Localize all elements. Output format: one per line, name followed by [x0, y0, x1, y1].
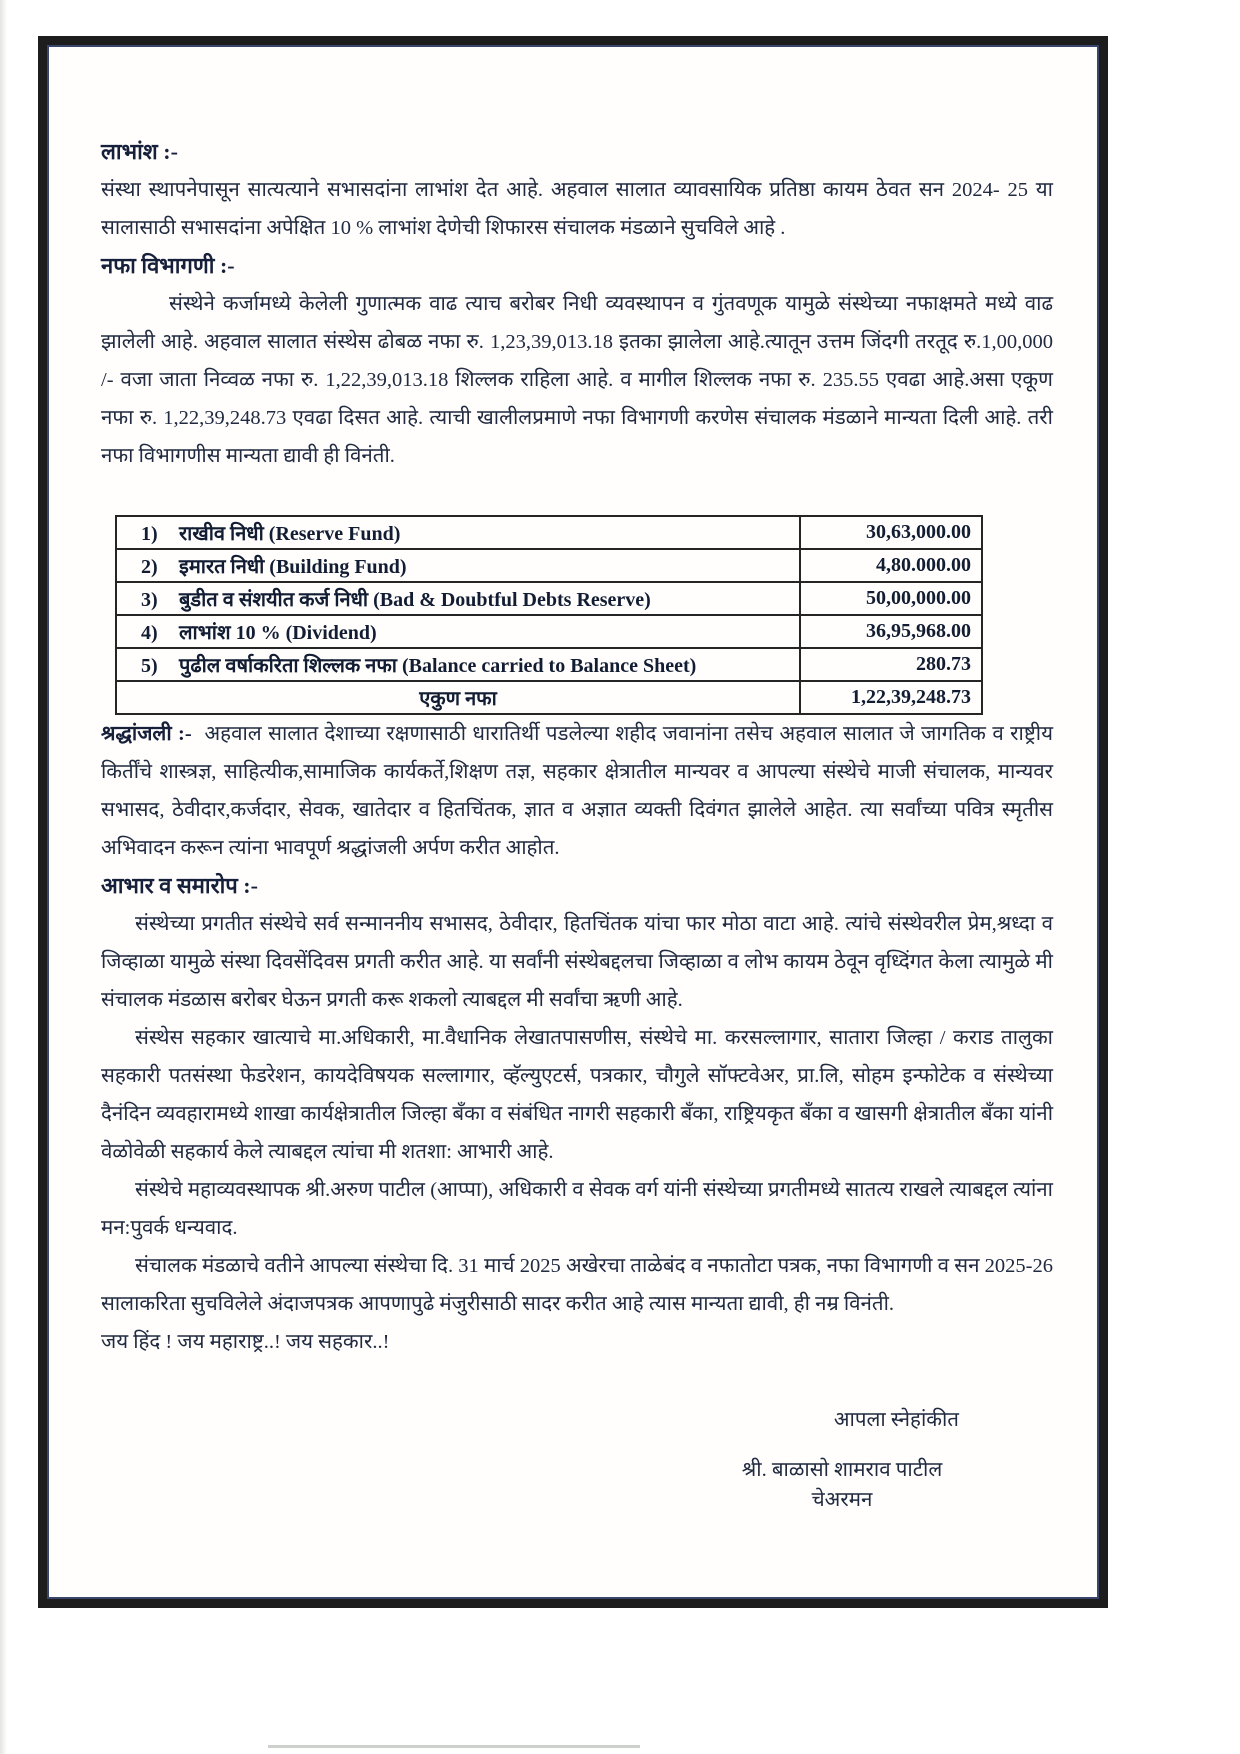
row-number: 3) [141, 589, 158, 611]
table-cell-amount: 30,63,000.00 [800, 516, 982, 549]
table-cell-item [116, 648, 800, 681]
table-cell-item [116, 516, 800, 549]
dividend-paragraph: संस्था स्थापनेपासून सात्यत्याने सभासदांना लाभांश देत आहे. अहवाल सालात व्यावसायिक प्रतिष्ठा कायम ठेवत सन 2024- 25 या सालासाठी सभासदांना अपेक्षित 10 % लाभांश देणेची शिफारस संचालक मंडळाने सुचविले आहे . [101, 179, 1053, 239]
table-cell-amount: 280.73 [800, 648, 982, 681]
closing-section-heading: आभार व समारोप :- [101, 873, 258, 898]
table-total-label: एकुण नफा [116, 681, 800, 714]
document-content [49, 47, 1097, 1597]
table-cell-amount: 36,95,968.00 [800, 615, 982, 648]
table-row [116, 582, 982, 615]
closing-paragraph-4: संचालक मंडळाचे वतीने आपल्या संस्थेचा दि. 31 मार्च 2025 अखेरचा ताळेबंद व नफातोटा पत्रक, नफा विभागणी व सन 2025-26 सालाकरिता सुचविलेले अंदाजपत्रक आपणापुढे मंजुरीसाठी सादर करीत आहे त्यास मान्यता द्यावी, ही नम्र विनंती. [101, 1255, 1053, 1315]
row-number: 5) [141, 655, 158, 677]
tribute-body: अहवाल सालात देशाच्या रक्षणासाठी धारातिर्थी पडलेल्या शहीद जवानांना तसेच अहवाल सालात जे जागतिक व राष्ट्रीय किर्तींचे शास्त्रज्ञ, साहित्यीक,सामाजिक कार्यकर्ते,शिक्षण तज्ञ, सहकार क्षेत्रातील मान्यवर व आपल्या संस्थेचे माजी संचालक, मान्यवर सभासद, ठेवीदार,कर्जदार, सेवक, खातेदार व हितचिंतक, ज्ञात व अज्ञात व्यक्ती दिवंगत झालेले आहेत. त्या सर्वांच्या पवित्र स्मृतीस अभिवादन करून त्यांना भावपूर्ण श्रद्धांजली अर्पण करीत आहोत. [101, 723, 1053, 859]
page-border-frame [38, 36, 1108, 1608]
dividend-section-heading: लाभांश :- [101, 139, 178, 164]
tribute-heading: श्रद्धांजली :- [101, 723, 192, 745]
profit-distribution-table [115, 515, 983, 715]
signature-block [697, 1405, 987, 1513]
table-cell-amount: 4,80.000.00 [800, 549, 982, 582]
signature-salutation: आपला स्नेहांकीत [833, 1409, 959, 1431]
table-total-amount: 1,22,39,248.73 [800, 681, 982, 714]
profit-distribution-heading: नफा विभागणी :- [101, 253, 235, 278]
row-item-label: पुढील वर्षाकरिता शिल्लक नफा (Balance carried to Balance Sheet) [179, 655, 697, 677]
table-total-row [116, 681, 982, 714]
row-item-label: बुडीत व संशयीत कर्ज निधी (Bad & Doubtful Debts Reserve) [179, 589, 651, 611]
table-row [116, 516, 982, 549]
closing-paragraph-1: संस्थेच्या प्रगतीत संस्थेचे सर्व सन्माननीय सभासद, ठेवीदार, हितचिंतक यांचा फार मोठा वाटा आहे. त्यांचे संस्थेवरील प्रेम,श्रध्दा व जिव्हाळा यामुळे संस्था दिवसेंदिवस प्रगती करीत आहे. या सर्वांनी संस्थेबद्दलचा जिव्हाळा व लोभ कायम ठेवून वृध्दिंगत केला त्यामुळे मी संचालक मंडळास बरोबर घेऊन प्रगती करू शकलो त्याबद्दल मी सर्वांचा ऋणी आहे. [101, 913, 1053, 1011]
row-number: 1) [141, 523, 158, 545]
table-cell-item [116, 615, 800, 648]
row-item-label: राखीव निधी (Reserve Fund) [179, 523, 401, 545]
signature-title: चेअरमन [811, 1489, 873, 1511]
row-number: 2) [141, 556, 158, 578]
scan-bottom-artifact [268, 1745, 640, 1748]
table-cell-item [116, 549, 800, 582]
table-row [116, 648, 982, 681]
row-item-label: इमारत निधी (Building Fund) [179, 556, 407, 578]
closing-slogan: जय हिंद ! जय महाराष्ट्र..! जय सहकार..! [101, 1331, 390, 1353]
table-cell-amount: 50,00,000.00 [800, 582, 982, 615]
closing-paragraph-3: संस्थेचे महाव्यवस्थापक श्री.अरुण पाटील (आप्पा), अधिकारी व सेवक वर्ग यांनी संस्थेच्या प्रगतीमध्ये सातत्य राखले त्याबद्दल त्यांना मन:पुवर्क धन्यवाद. [101, 1179, 1053, 1239]
table-row [116, 549, 982, 582]
scan-edge-artifact [0, 0, 7, 1754]
page-border-inner-line [47, 45, 1099, 1599]
row-number: 4) [141, 622, 158, 644]
signature-name: श्री. बाळासो शामराव पाटील [741, 1459, 943, 1481]
tribute-paragraph [101, 715, 1053, 867]
row-item-label: लाभांश 10 % (Dividend) [179, 622, 377, 644]
profit-distribution-paragraph: संस्थेने कर्जामध्ये केलेली गुणात्मक वाढ त्याच बरोबर निधी व्यवस्थापन व गुंतवणूक यामुळे संस्थेच्या नफाक्षमते मध्ये वाढ झालेली आहे. अहवाल सालात संस्थेस ढोबळ नफा रु. 1,23,39,013.18 इतका झालेला आहे.त्यातून उत्तम जिंदगी तरतूद रु.1,00,000 /- वजा जाता निव्वळ नफा रु. 1,22,39,013.18 शिल्लक राहिला आहे. व मागील शिल्लक नफा रु. 235.55 एवढा आहे.असा एकूण नफा रु. 1,22,39,248.73 एवढा दिसत आहे. त्याची खालीलप्रमाणे नफा विभागणी करणेस संचालक मंडळाने मान्यता दिली आहे. तरी नफा विभागणीस मान्यता द्यावी ही विनंती. [101, 293, 1053, 467]
table-row [116, 615, 982, 648]
closing-paragraph-2: संस्थेस सहकार खात्याचे मा.अधिकारी, मा.वैधानिक लेखातपासणीस, संस्थेचे मा. करसल्लागार, सातारा जिल्हा / कराड तालुका सहकारी पतसंस्था फेडरेशन, कायदेविषयक सल्लागार, व्हॅल्युएटर्स, पत्रकार, चौगुले सॉफ्टवेअर, प्रा.लि, सोहम इन्फोटेक व संस्थेच्या दैनंदिन व्यवहारामध्ये शाखा कार्यक्षेत्रातील जिल्हा बँका व संबंधित नागरी सहकारी बँका, राष्ट्रियकृत बँका व खासगी क्षेत्रातील बँका यांनी वेळोवेळी सहकार्य केले त्याबद्दल त्यांचा मी शतशा: आभारी आहे. [101, 1027, 1053, 1163]
table-cell-item [116, 582, 800, 615]
